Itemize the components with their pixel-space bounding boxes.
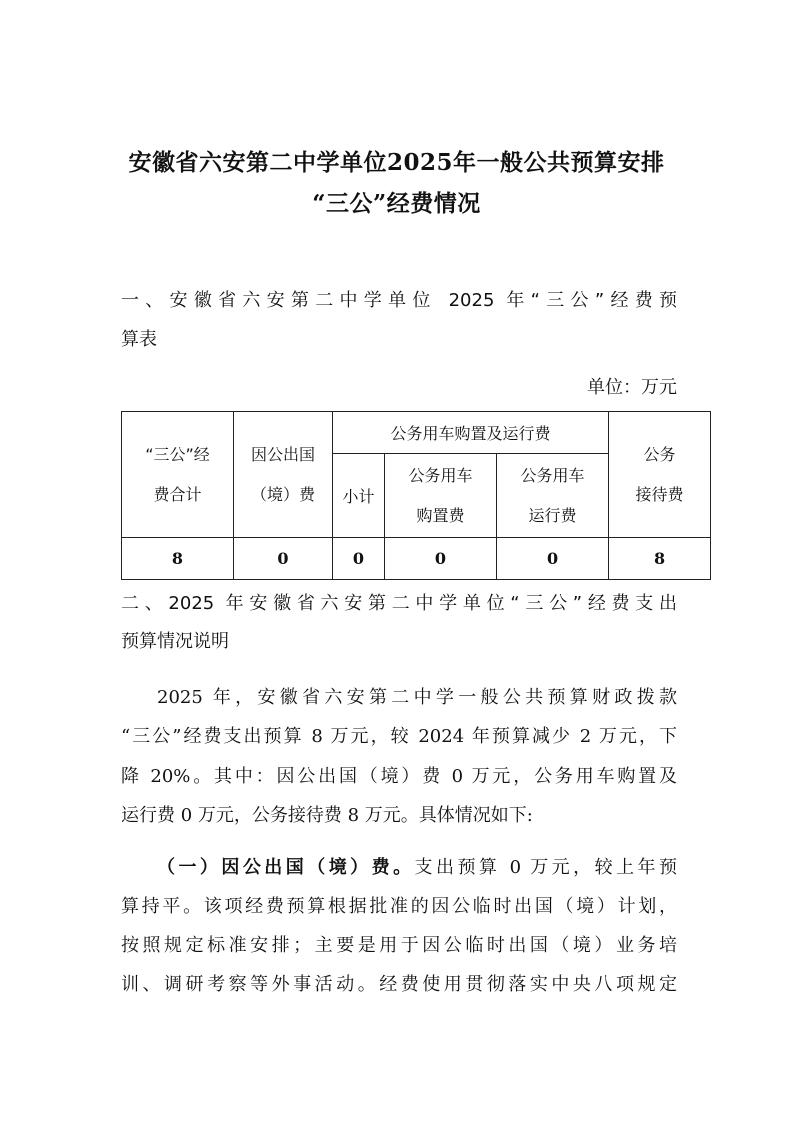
value-vehicle-purchase: 0 <box>385 538 497 580</box>
paragraph1-line1: 2025 年，安徽省六安第二中学一般公共预算财政拨款 <box>157 687 677 708</box>
header-total-line1: “三公”经 <box>145 444 210 464</box>
paragraph2-line1 <box>157 856 677 880</box>
paragraph2-line2: 算持平。该项经费预算根据批准的因公临时出国（境）计划， <box>121 896 677 917</box>
paragraph2-lead: （一）因公出国（境）费。 <box>157 857 415 878</box>
paragraph2-line4: 训、调研考察等外事活动。经费使用贯彻落实中央八项规定 <box>121 974 677 995</box>
header-vehicle-operation <box>497 454 609 538</box>
three-public-expenses-table <box>121 411 711 580</box>
header-vehicle-purchase <box>385 454 497 538</box>
header-total <box>122 412 234 538</box>
header-subtotal: 小计 <box>333 454 385 538</box>
header-reception <box>609 412 711 538</box>
header-vehicle-purchase-line2: 购置费 <box>416 505 465 525</box>
header-vehicle-purchase-line1: 公务用车 <box>408 465 473 485</box>
section1-heading-line2: 算表 <box>121 329 157 350</box>
document-title-line1: 安徽省六安第二中学单位2025年一般公共预算安排 <box>128 149 665 176</box>
header-abroad-line1: 因公出国 <box>250 444 315 464</box>
value-abroad: 0 <box>234 538 333 580</box>
paragraph2-line3: 按照规定标准安排；主要是用于因公临时出国（境）业务培 <box>121 935 677 956</box>
paragraph1-line2: “三公”经费支出预算 8 万元，较 2024 年预算减少 2 万元，下 <box>121 726 677 747</box>
header-abroad-line2: （境）费 <box>250 484 315 504</box>
header-total-line2: 费合计 <box>153 484 202 504</box>
value-vehicle-operation: 0 <box>497 538 609 580</box>
paragraph1-line3: 降 20%。其中：因公出国（境）费 0 万元，公务用车购置及 <box>121 766 677 787</box>
value-total: 8 <box>122 538 234 580</box>
header-reception-line1: 公务 <box>643 444 676 464</box>
value-reception: 8 <box>609 538 711 580</box>
section2-heading-line2: 预算情况说明 <box>121 631 229 652</box>
header-vehicle-operation-line2: 运行费 <box>528 505 577 525</box>
header-abroad <box>234 412 333 538</box>
unit-label: 单位：万元 <box>587 377 677 398</box>
paragraph1-line4: 运行费 0 万元，公务接待费 8 万元。具体情况如下: <box>121 805 533 826</box>
value-subtotal: 0 <box>333 538 385 580</box>
header-vehicle-group: 公务用车购置及运行费 <box>333 412 609 454</box>
header-vehicle-operation-line1: 公务用车 <box>520 465 585 485</box>
document-title-line2: “三公”经费情况 <box>312 190 481 217</box>
section2-heading-line1: 二、2025 年安徽省六安第二中学单位“三公”经费支出 <box>121 593 677 614</box>
section1-heading-line1: 一、安徽省六安第二中学单位 2025 年“三公”经费预 <box>121 290 677 311</box>
header-reception-line2: 接待费 <box>635 484 684 504</box>
paragraph2-line1-rest: 支出预算 0 万元，较上年预 <box>414 857 677 878</box>
